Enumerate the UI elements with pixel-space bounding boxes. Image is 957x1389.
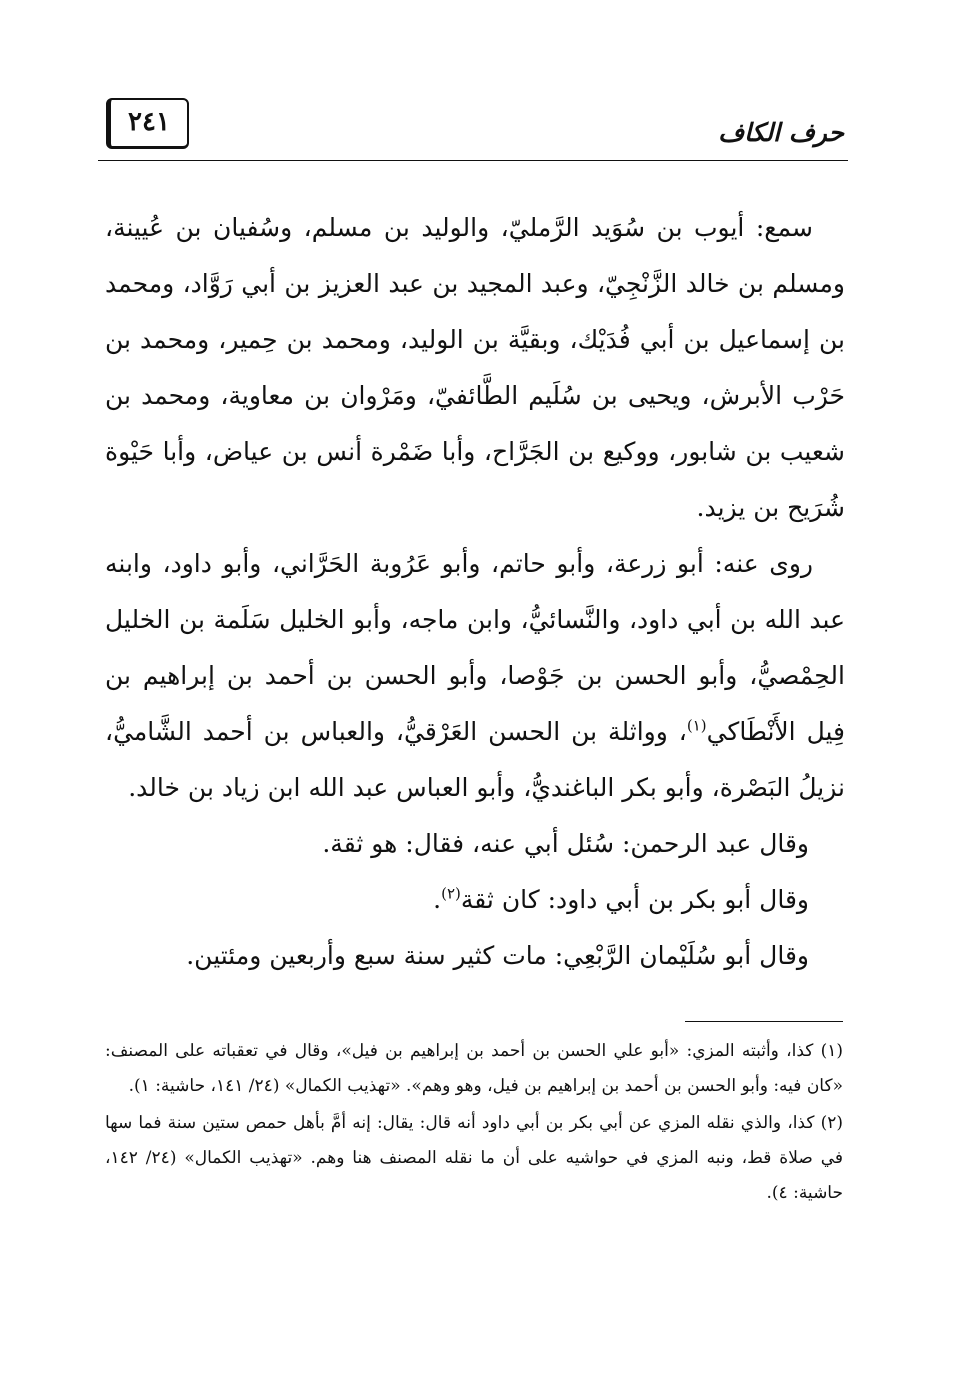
paragraph-heard-from: سمع: أيوب بن سُوَيد الرَّمليّ، والوليد بن مسلم، وسُفيان بن عُيينة، ومسلم بن خالد الزَّنْجِيّ، وعبد المجيد بن عبد العزيز بن أبي رَوَّاد، ومحمد بن إسماعيل بن أبي فُدَيْك، وبقيَّة بن الوليد، ومحمد بن حِمير، ومحمد بن حَرْب الأبرش، ويحيى بن سُلَيم الطَّائفيّ، ومَرْوان بن معاوية، ومحمد بن شعيب بن شابور، ووكيع بن الجَرَّاح، وأبا ضَمْرة أنس بن عياض، وأبا حَيْوة شُرَيح بن يزيد.: [105, 213, 845, 522]
header-rule: [98, 160, 848, 161]
page-header: [98, 92, 848, 164]
footnote-2: [105, 1106, 843, 1211]
paragraph-text: روى عنه: أبو زرعة، وأبو حاتم، وأبو عَرُوبة الحَرَّاني، وأبو داود، وابنه عبد الله بن أبي داود، والنَّسائيُّ، وابن ماجه، وأبو الخليل سَلَمة بن الخليل الحِمْصيُّ، وأبو الحسن بن جَوْصا، وأبو الحسن بن أحمد بن إبراهيم بن فِيل الأَنْطَاكي: [105, 549, 845, 746]
quote-abd-al-rahman: وقال عبد الرحمن: سُئل أبي عنه، فقال: هو ثقة.: [322, 829, 809, 858]
quote-abu-bakr: [105, 872, 845, 928]
footnote-number: (٢): [820, 1113, 843, 1133]
running-title: حرف الكاف: [718, 118, 844, 147]
footnote-separator: [685, 1021, 843, 1022]
paragraph-narrated-from-him: [105, 536, 845, 816]
quote-abu-sulayman: وقال أبو سُلَيْمان الرَّبْعِي: مات كثير سنة سبع وأربعين ومئتين.: [186, 941, 809, 970]
footnote-marker-2[interactable]: (٢): [441, 884, 461, 903]
paragraph-text-continued: ، وواثلة بن الحسن العَرْقيُّ، والعباس بن أحمد الشَّاميُّ، نزيلُ البَصْرة، وأبو بكر الباغنديُّ، وأبو العباس عبد الله ابن زياد بن خالد.: [105, 717, 845, 802]
footnote-marker-1[interactable]: (١): [686, 716, 707, 735]
quote-text: وقال أبو بكر بن أبي داود: كان ثقة: [460, 885, 809, 914]
footnotes: [105, 1034, 843, 1213]
quote-end: .: [433, 885, 442, 914]
footnote-number: (١): [820, 1041, 843, 1061]
footnote-1: [105, 1034, 843, 1104]
main-text: [105, 200, 845, 984]
page-number: ٢٤١: [106, 98, 189, 149]
footnote-text: كذا، وأثبته المزي: «أبو علي الحسن بن أحمد بن إبراهيم بن فيل»، وقال في تعقباته على المصنف: «كان فيه: وأبو الحسن بن أحمد بن إبراهيم بن فيل، وهو وهم». «تهذيب الكمال» (٢٤/ ١٤١، حاشية: ١).: [105, 1041, 843, 1096]
footnote-text: كذا، والذي نقله المزي عن أبي بكر بن أبي داود أنه قال: يقال: إنه أمَّ بأهل حمص ستين سنة فما سها في صلاة قط، ونبه المزي في حواشيه على أن ما نقله المصنف هنا وهم. «تهذيب الكمال» (٢٤/ ١٤٢، حاشية: ٤).: [105, 1113, 843, 1203]
